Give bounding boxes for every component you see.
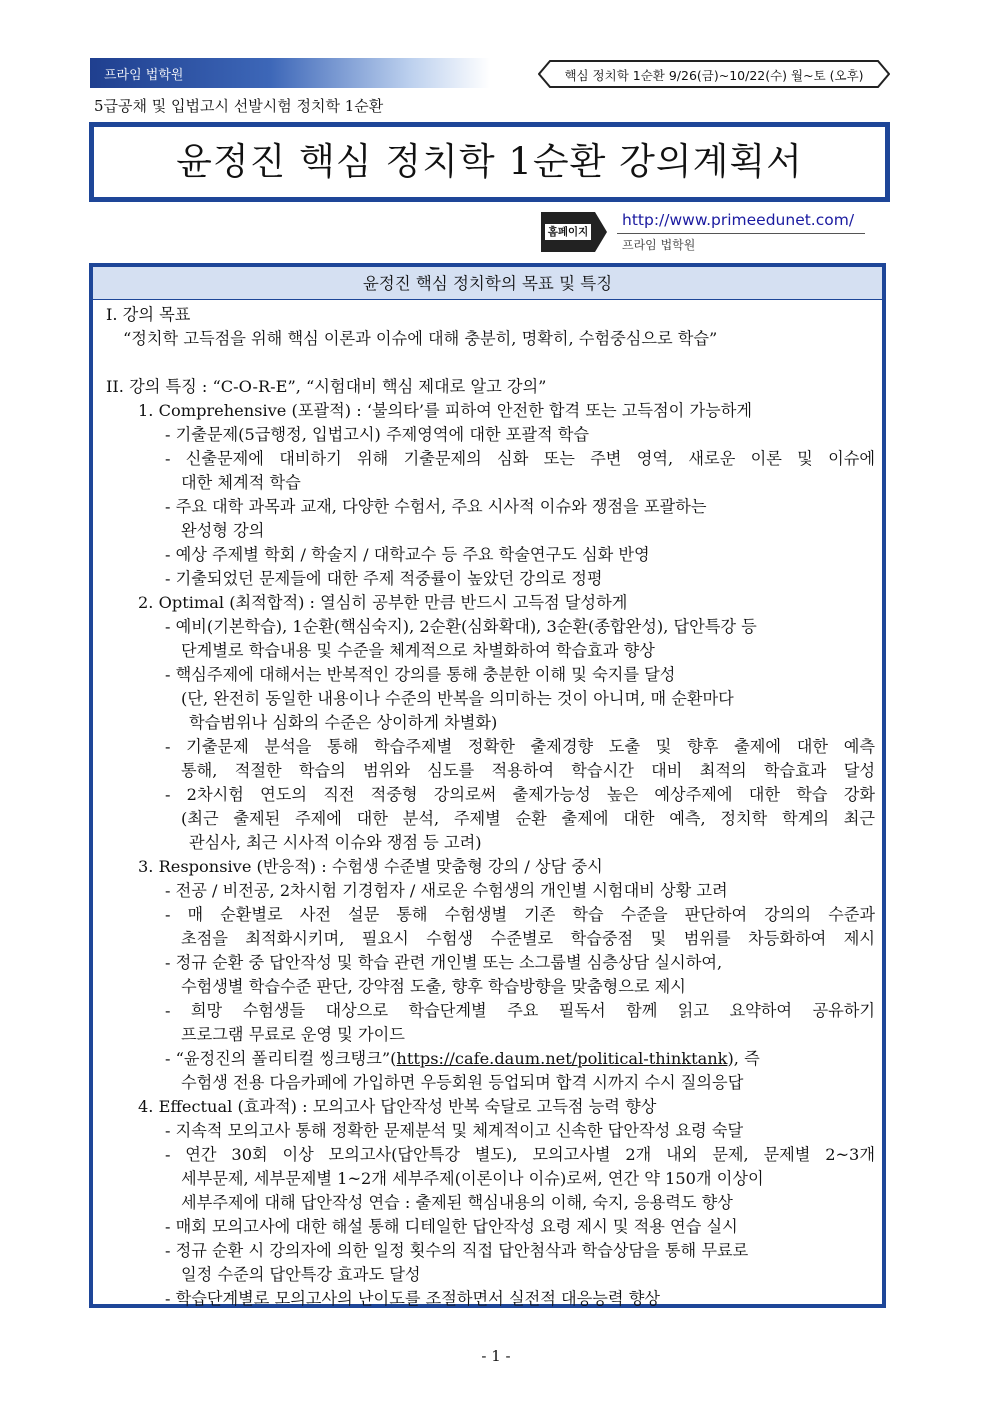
list-item-cont: 완성형 강의 (181, 521, 265, 540)
page-title: 윤정진 핵심 정치학 1순환 강의계획서 (176, 140, 803, 183)
cafe-text-prefix: - “윤정진의 폴리티컬 씽크탱크”( (165, 1049, 397, 1068)
list-item-cont: 통해, 적절한 학습의 범위와 심도를 적용하여 학습시간 대비 최적의 학습효과 달성 (181, 761, 875, 780)
heading-goal: I. 강의 목표 (106, 305, 191, 324)
list-item: - 희망 수험생들 대상으로 학습단계별 주요 필독서 함께 읽고 요약하여 공유하기 (165, 1001, 875, 1020)
page-number: - 1 - (481, 1347, 511, 1365)
homepage-badge-label: 홈페이지 (545, 224, 591, 240)
list-item: - 매 순환별로 사전 설문 통해 수험생별 기존 학습 수준을 판단하여 강의의 수준과 (165, 905, 875, 924)
arrow-right-icon (595, 212, 607, 252)
list-item-cont: 일정 수준의 답안특강 효과도 달성 (181, 1265, 421, 1284)
title-box (89, 122, 890, 202)
list-item: - 정규 순환 중 답안작성 및 학습 관련 개인별 또는 소그룹별 심층상담 실시하여, (165, 953, 723, 972)
list-item: - 2차시험 연도의 직전 적중형 강의로써 출제가능성 높은 예상주제에 대한 학습 강화 (165, 785, 875, 804)
list-item-cont: 학습범위나 심화의 수준은 상이하게 차별화) (189, 713, 498, 732)
list-item-cont: 수험생별 학습수준 판단, 강약점 도출, 향후 학습방향을 맞춤형으로 제시 (181, 977, 686, 996)
homepage-badge[interactable] (541, 212, 605, 252)
exam-subtitle: 5급공채 및 입법고시 선발시험 정치학 1순환 (94, 97, 384, 115)
schedule-banner (538, 60, 890, 88)
item-effectual: 4. Effectual (효과적) : 모의고사 답안작성 반복 숙달로 고득점 능력 향상 (138, 1097, 657, 1116)
list-item: - 전공 / 비전공, 2차시험 기경험자 / 새로운 수험생의 개인별 시험대비 상황 고려 (165, 881, 728, 900)
list-item-cont: 대한 체계적 학습 (181, 473, 301, 492)
item-optimal: 2. Optimal (최적합적) : 열심히 공부한 만큼 반드시 고득점 달성하게 (138, 593, 628, 612)
brand-bar (90, 58, 490, 88)
list-item: - 매회 모의고사에 대한 해설 통해 디테일한 답안작성 요령 제시 및 적용 연습 실시 (165, 1217, 738, 1236)
cafe-link[interactable]: https://cafe.daum.net/political-thinktank (396, 1049, 728, 1068)
homepage-badge-body (541, 212, 595, 252)
list-item-cont: (단, 완전히 동일한 내용이나 수준의 반복을 의미하는 것이 아니며, 매 순환마다 (181, 689, 734, 708)
list-item-cont: 관심사, 최근 시사적 이슈와 쟁점 등 고려) (189, 833, 482, 852)
brand-name: 프라임 법학원 (104, 68, 184, 83)
content-box (89, 263, 886, 1308)
list-item: - 예비(기본학습), 1순환(핵심숙지), 2순환(심화확대), 3순환(종합완성), 답안특강 등 (165, 617, 757, 636)
goal-quote: “정치학 고득점을 위해 핵심 이론과 이슈에 대해 충분히, 명확히, 수험중심으로 학습” (123, 329, 718, 348)
list-item: - 지속적 모의고사 통해 정확한 문제분석 및 체계적이고 신속한 답안작성 요령 숙달 (165, 1121, 744, 1140)
list-item-cont: 세부문제, 세부문제별 1~2개 세부주제(이론이나 이슈)로써, 연간 약 150개 이상이 (181, 1169, 764, 1188)
list-item-cont: 세부주제에 대해 답안작성 연습 : 출제된 핵심내용의 이해, 숙지, 응용력도 향상 (181, 1193, 733, 1212)
list-item-cont: 초점을 최적화시키며, 필요시 수험생 수준별로 학습중점 및 범위를 차등화하여 제시 (181, 929, 875, 948)
list-item-cafe (165, 1047, 760, 1071)
item-comprehensive: 1. Comprehensive (포괄적) : ‘불의타’를 피하여 안전한 합격 또는 고득점이 가능하게 (138, 401, 753, 420)
list-item-cont: 프로그램 무료로 운영 및 가이드 (181, 1025, 405, 1044)
list-item: - 학습단계별로 모의고사의 난이도를 조절하면서 실전적 대응능력 향상 (165, 1289, 660, 1308)
list-item: - 예상 주제별 학회 / 학술지 / 대학교수 등 주요 학술연구도 심화 반영 (165, 545, 650, 564)
list-item: - 연간 30회 이상 모의고사(답안특강 별도), 모의고사별 2개 내외 문제, 문제별 2~3개 (165, 1145, 875, 1164)
section-title: 윤정진 핵심 정치학의 목표 및 특징 (93, 267, 882, 300)
list-item: - 정규 순환 시 강의자에 의한 일정 횟수의 직접 답안첨삭과 학습상담을 통해 무료로 (165, 1241, 749, 1260)
list-item: - 주요 대학 과목과 교재, 다양한 수험서, 주요 시사적 이슈와 쟁점을 포괄하는 (165, 497, 707, 516)
list-item-cont: 수험생 전용 다음카페에 가입하면 우등회원 등업되며 합격 시까지 수시 질의응답 (181, 1073, 744, 1092)
list-item: - 핵심주제에 대해서는 반복적인 강의를 통해 충분한 이해 및 숙지를 달성 (165, 665, 676, 684)
list-item-cont: 단계별로 학습내용 및 수준을 체계적으로 차별화하여 학습효과 향상 (181, 641, 655, 660)
schedule-text: 핵심 정치학 1순환 9/26(금)~10/22(수) 월~토 (오후) (564, 68, 864, 83)
list-item-cont: (최근 출제된 주제에 대한 분석, 주제별 순환 출제에 대한 예측, 정치학 학계의 최근 (181, 809, 875, 828)
list-item: - 기출문제 분석을 통해 학습주제별 정확한 출제경향 도출 및 향후 출제에 대한 예측 (165, 737, 875, 756)
list-item: - 기출되었던 문제들에 대한 주제 적중률이 높았던 강의로 정평 (165, 569, 603, 588)
cafe-text-suffix: ), 즉 (727, 1049, 760, 1068)
homepage-academy-name: 프라임 법학원 (622, 238, 696, 252)
heading-features: II. 강의 특징 : “C-O-R-E”, “시험대비 핵심 제대로 알고 강의” (106, 377, 547, 396)
list-item: - 기출문제(5급행정, 입법고시) 주제영역에 대한 포괄적 학습 (165, 425, 590, 444)
homepage-underline (617, 233, 865, 234)
list-item: - 신출문제에 대비하기 위해 기출문제의 심화 또는 주변 영역, 새로운 이론 및 이슈에 (165, 449, 875, 468)
homepage-url-link[interactable]: http://www.primeedunet.com/ (622, 211, 855, 229)
item-responsive: 3. Responsive (반응적) : 수험생 수준별 맞춤형 강의 / 상담 중시 (138, 857, 603, 876)
